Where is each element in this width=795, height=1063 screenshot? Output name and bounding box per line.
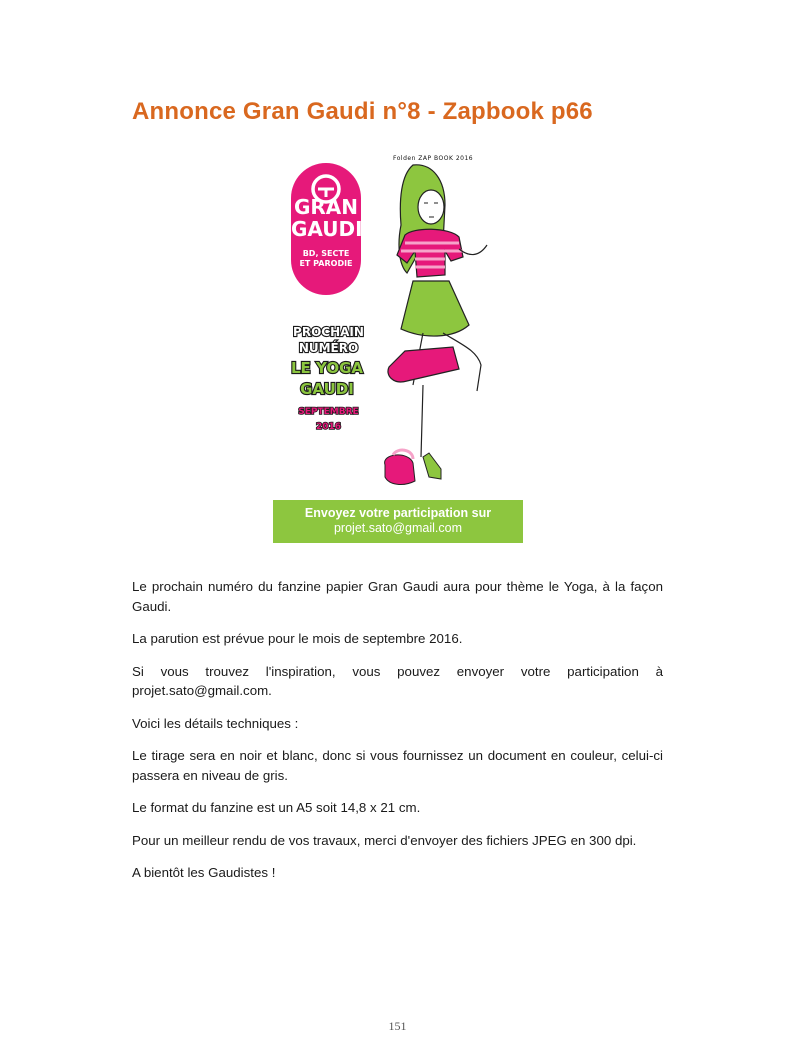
poster-banner (273, 500, 523, 543)
article-body (132, 577, 663, 896)
logo-gaudi-text: GAUDI (291, 217, 363, 241)
poster-theme-line-2: GAUDI (300, 380, 354, 398)
page-number: 151 (388, 1019, 407, 1033)
poster-date-line-1: SEPTEMBRE (298, 407, 359, 417)
logo-gran-text: GRAN (293, 195, 359, 219)
poster-illustration (273, 145, 523, 545)
paragraph: Le tirage sera en noir et blanc, donc si vous fournissez un document en couleur, celui-ci passera en niveau de gris. (132, 748, 663, 783)
poster-theme-line-1: LE YOGA (290, 359, 364, 377)
paragraph: La parution est prévue pour le mois de septembre 2016. (132, 631, 463, 646)
poster-next-line-1: PROCHAIN (293, 325, 364, 339)
poster-credit: Folden ZAP BOOK 2016 (393, 155, 474, 162)
paragraph: Si vous trouvez l'inspiration, vous pouvez envoyer votre participation à projet.sato@gmail.com. (132, 663, 663, 698)
banner-line-1: Envoyez votre participation sur (304, 506, 492, 520)
logo-subtitle-1: BD, SECTE (302, 249, 350, 258)
banner-email: projet.sato@gmail.com (333, 521, 462, 535)
poster-next-line-2: NUMÉRO (298, 341, 359, 355)
paragraph: A bientôt les Gaudistes ! (132, 865, 276, 880)
paragraph: Le format du fanzine est un A5 soit 14,8 x 21 cm. (132, 800, 421, 815)
poster-date-line-2: 2016 (315, 422, 342, 432)
paragraph: Pour un meilleur rendu de vos travaux, merci d'envoyer des fichiers JPEG en 300 dpi. (132, 832, 637, 848)
paragraph: Le prochain numéro du fanzine papier Gran Gaudi aura pour thème le Yoga, à la façon Gaudi. (132, 579, 663, 614)
logo-subtitle-2: ET PARODIE (299, 259, 353, 268)
paragraph: Voici les détails techniques : (132, 715, 299, 731)
page-title: Annonce Gran Gaudi n°8 - Zapbook p66 (132, 98, 593, 125)
